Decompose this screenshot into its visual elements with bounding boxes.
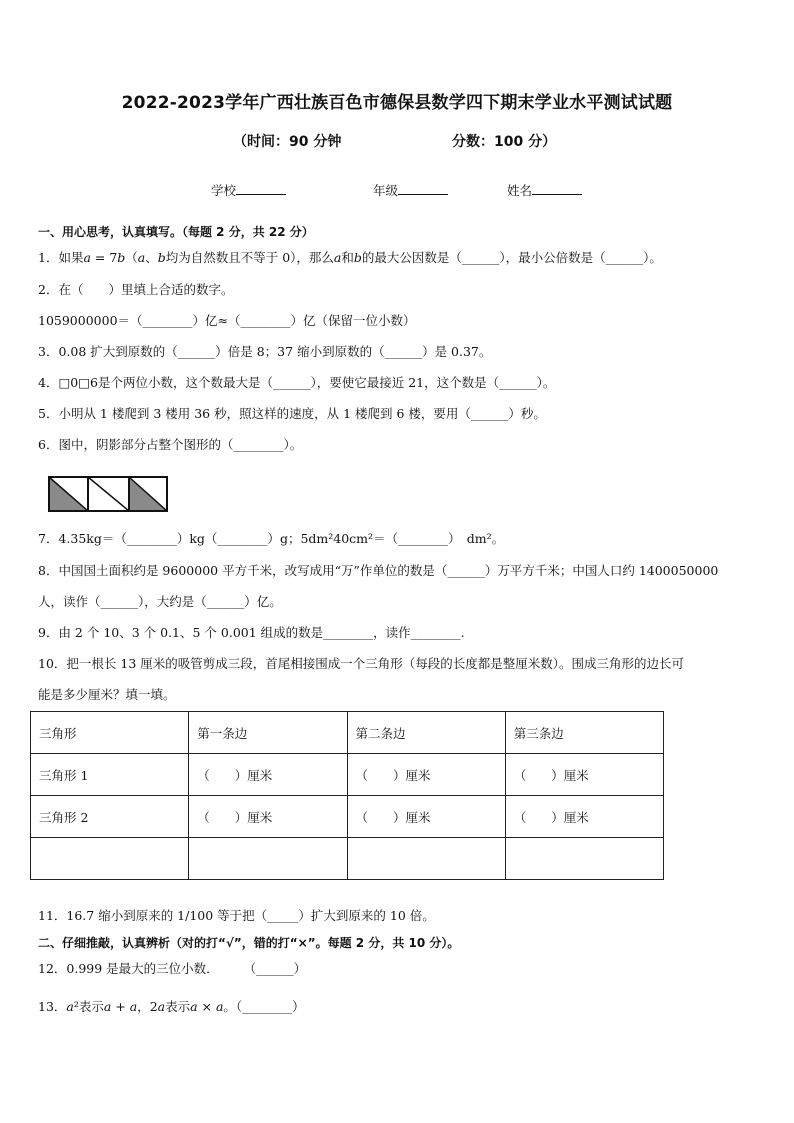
question-11: 11．16.7 缩小到原来的 1/100 等于把（_____）扩大到原来的 10 倍。 [38,908,435,923]
question-10: 10．把一根长 13 厘米的吸管剪成三段，首尾相接围成一个三角形（每段的长度都是整厘米数）。围成三角形的边长可 [38,656,685,671]
name-field [507,181,582,199]
question-2-line-2: 1059000000＝（________）亿≈（________）亿（保留一位小数） [38,313,416,328]
table-cell [505,838,663,880]
table-header-cell: 第二条边 [347,712,505,754]
table-cell [347,838,505,880]
question-5: 5．小明从 1 楼爬到 3 楼用 36 秒，照这样的速度，从 1 楼爬到 6 楼，要用（______）秒。 [38,406,546,421]
school-blank [236,182,286,195]
question-13: 13．𝑎²表示𝑎 + 𝑎，2𝑎表示𝑎 × 𝑎。（________） [38,999,305,1014]
score-label: 分数：100 分） [452,134,557,150]
question-4: 4．□0□6是个两位小数，这个数最大是（______），要使它最接近 21，这个数是（______）。 [38,375,556,390]
name-blank [532,182,582,195]
table-cell [31,838,189,880]
time-label: （时间：90 分钟 [233,134,342,150]
question-7: 7．4.35kg＝（________）kg（________）g；5dm²40cm²＝（________） dm²。 [38,531,505,546]
question-8-line-2: 人，读作（______），大约是（______）亿。 [38,594,282,609]
shaded-squares-figure [47,475,171,513]
question-3: 3．0.08 扩大到原数的（______）倍是 8；37 缩小到原数的（______）是 0.37。 [38,344,492,359]
question-8: 8．中国国土面积约是 9600000 平方千米，改写成用“万”作单位的数是（______）万平方千米；中国人口约 1400050000 [38,563,719,578]
table-header-cell: 第三条边 [505,712,663,754]
question-10-line-2: 能是多少厘米？填一填。 [38,687,176,702]
table-cell: 三角形 1 [31,754,189,796]
grade-blank [398,182,448,195]
question-6: 6．图中，阴影部分占整个图形的（________）。 [38,437,303,452]
school-field [211,181,286,199]
table-cell: 三角形 2 [31,796,189,838]
table-cell: （ ）厘米 [347,754,505,796]
table-header-cell: 第一条边 [189,712,347,754]
table-cell: （ ）厘米 [189,754,347,796]
triangle-table [30,711,664,880]
name-label: 姓名 [507,183,533,198]
table-cell: （ ）厘米 [505,754,663,796]
grade-field [373,181,448,199]
table-row [31,754,664,796]
table-cell: （ ）厘米 [505,796,663,838]
grade-label: 年级 [373,183,399,198]
figure-diagonal [88,477,129,511]
table-row [31,838,664,880]
table-header-cell: 三角形 [31,712,189,754]
table-cell [189,838,347,880]
question-12: 12．0.999 是最大的三位小数． （______） [38,961,307,976]
table-cell: （ ）厘米 [347,796,505,838]
table-cell: （ ）厘米 [189,796,347,838]
section-2-heading: 二、仔细推敲，认真辨析（对的打“√”，错的打“×”。每题 2 分，共 10 分）。 [38,936,460,950]
table-row [31,796,664,838]
question-2: 2．在（ ）里填上合适的数字。 [38,282,234,297]
table-header-row [31,712,664,754]
question-1: 1．如果𝑎 = 7𝑏（𝑎、𝑏均为自然数且不等于 0），那么𝑎和𝑏的最大公因数是（______），最小公倍数是（______）。 [38,250,662,265]
section-1-heading: 一、用心思考，认真填写。（每题 2 分，共 22 分） [38,225,314,239]
school-label: 学校 [211,183,237,198]
page-title: 2022-2023学年广西壮族百色市德保县数学四下期末学业水平测试试题 [121,93,673,113]
question-9: 9．由 2 个 10、3 个 0.1、5 个 0.001 组成的数是________，读作________. [38,625,465,640]
